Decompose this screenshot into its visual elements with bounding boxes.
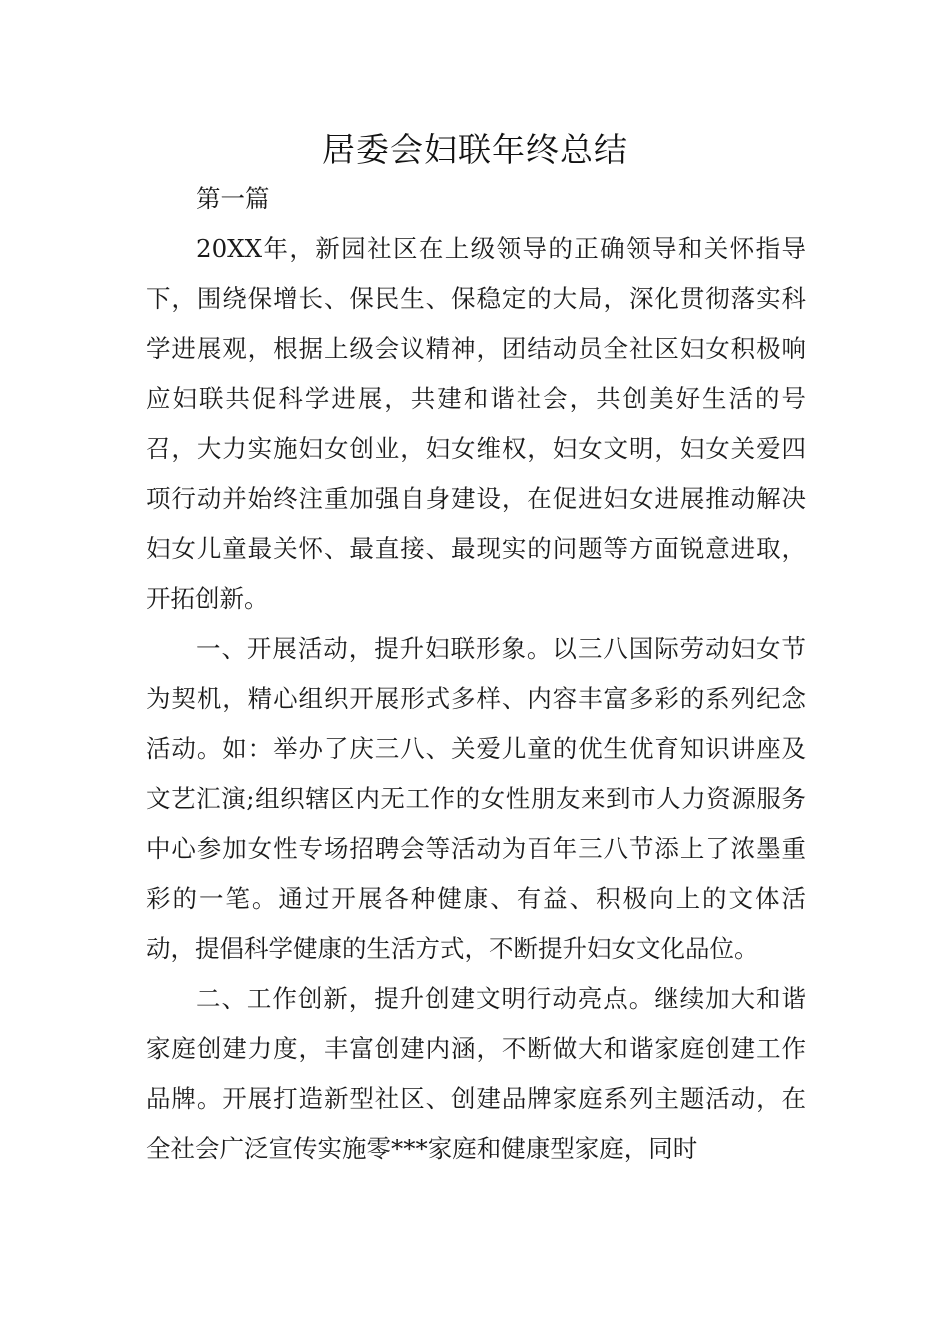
paragraph-activities: 一、开展活动，提升妇联形象。以三八国际劳动妇女节为契机，精心组织开展形式多样、内容丰富多彩的系列纪念活动。如：举办了庆三八、关爱儿童的优生优育知识讲座及文艺汇演;组织辖区内无工作的女性朋友来到市人力资源服务中心参加女性专场招聘会等活动为百年三八节添上了浓墨重彩的一笔。通过开展各种健康、有益、积极向上的文体活动，提倡科学健康的生活方式，不断提升妇女文化品位。 [146,634,806,963]
document-body [146,174,806,1174]
paragraph-intro: 20XX年，新园社区在上级领导的正确领导和关怀指导下，围绕保增长、保民生、保稳定的大局，深化贯彻落实科学进展观，根据上级会议精神，团结动员全社区妇女积极响应妇联共促科学进展，共建和谐社会，共创美好生活的号召，大力实施妇女创业，妇女维权，妇女文明，妇女关爱四项行动并始终注重加强自身建设，在促进妇女进展推动解决妇女儿童最关怀、最直接、最现实的问题等方面锐意进取，开拓创新。 [146,234,806,613]
section-label: 第一篇 [196,184,270,213]
paragraph-innovation: 二、工作创新，提升创建文明行动亮点。继续加大和谐家庭创建力度，丰富创建内涵，不断做大和谐家庭创建工作品牌。开展打造新型社区、创建品牌家庭系列主题活动，在全社会广泛宣传实施零***家庭和健康型家庭，同时 [146,984,806,1163]
document-title: 居委会妇联年终总结 [322,130,628,169]
